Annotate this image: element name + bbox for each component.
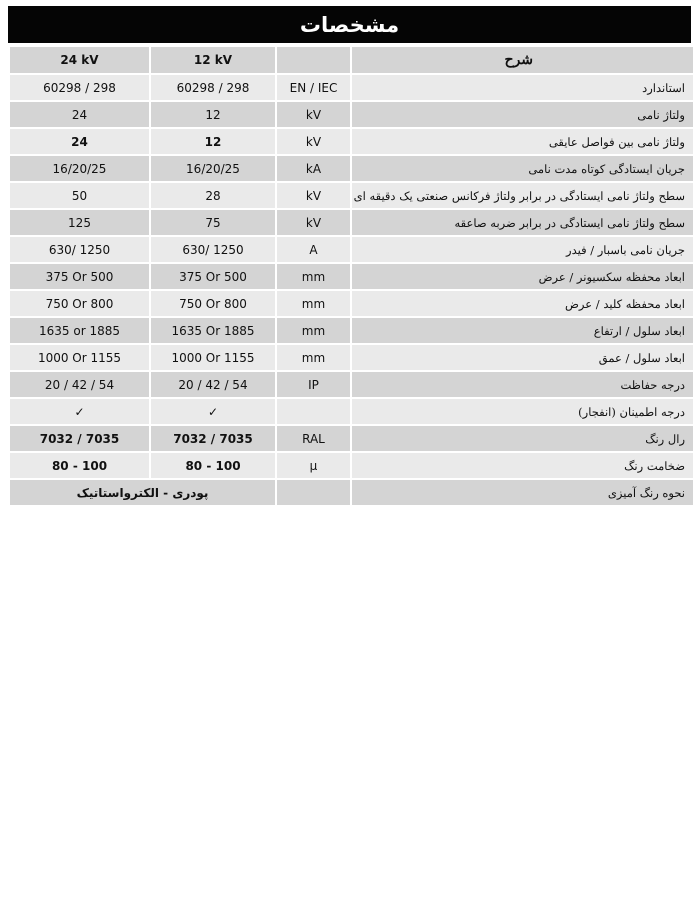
description-cell: ابعاد محفظه کلید / عرض <box>352 291 693 316</box>
description-cell: جریان نامی باسبار / فیدر <box>352 237 693 262</box>
description-cell: رال رنگ <box>352 426 693 451</box>
checkmark-icon: ✓ <box>10 399 149 424</box>
value-24kv: 375 Or 500 <box>10 264 149 289</box>
table-row <box>10 399 693 424</box>
unit-cell <box>277 399 350 424</box>
unit-cell: IP <box>277 372 350 397</box>
value-12kv: 16/20/25 <box>151 156 275 181</box>
value-24kv: 24 <box>10 129 149 154</box>
value-24kv: 80 - 100 <box>10 453 149 478</box>
unit-cell: mm <box>277 345 350 370</box>
value-24kv: 7032 / 7035 <box>10 426 149 451</box>
unit-cell: RAL <box>277 426 350 451</box>
coating-method-value: پودری - الکترواستاتیک <box>10 480 275 505</box>
checkmark-icon: ✓ <box>151 399 275 424</box>
unit-cell: A <box>277 237 350 262</box>
table-row <box>10 183 693 208</box>
description-cell: ضخامت رنگ <box>352 453 693 478</box>
description-cell: نحوه رنگ آمیزی <box>352 480 693 505</box>
table-row <box>10 426 693 451</box>
description-cell: درجه حفاظت <box>352 372 693 397</box>
value-24kv: 630/ 1250 <box>10 237 149 262</box>
table-row <box>10 210 693 235</box>
description-cell: سطح ولتاژ نامی ایستادگی در برابر ضربه صاعقه <box>352 210 693 235</box>
table-row <box>10 102 693 127</box>
header-24kv: 24 kV <box>10 47 149 73</box>
table-row <box>10 318 693 343</box>
unit-cell: kV <box>277 102 350 127</box>
table-row <box>10 129 693 154</box>
description-cell: استاندارد <box>352 75 693 100</box>
table-row-last <box>10 480 693 505</box>
value-12kv: 60298 / 298 <box>151 75 275 100</box>
value-12kv: 7032 / 7035 <box>151 426 275 451</box>
unit-cell: kV <box>277 210 350 235</box>
value-12kv: 20 / 42 / 54 <box>151 372 275 397</box>
unit-cell: mm <box>277 291 350 316</box>
value-12kv: 12 <box>151 102 275 127</box>
unit-cell <box>277 480 350 505</box>
unit-cell: kV <box>277 129 350 154</box>
table-row <box>10 291 693 316</box>
table-header-row <box>10 47 693 73</box>
value-12kv: 750 Or 800 <box>151 291 275 316</box>
value-24kv: 20 / 42 / 54 <box>10 372 149 397</box>
page-title: مشخصات <box>8 6 691 43</box>
description-cell: ولتاژ نامی بین فواصل عایقی <box>352 129 693 154</box>
header-12kv: 12 kV <box>151 47 275 73</box>
unit-cell: kV <box>277 183 350 208</box>
header-unit <box>277 47 350 73</box>
value-12kv: 1000 Or 1155 <box>151 345 275 370</box>
unit-cell: kA <box>277 156 350 181</box>
header-description: شرح <box>352 47 693 73</box>
description-cell: ابعاد سلول / ارتفاع <box>352 318 693 343</box>
value-12kv: 80 - 100 <box>151 453 275 478</box>
description-cell: جریان ایستادگی کوتاه مدت نامی <box>352 156 693 181</box>
description-cell: ولتاژ نامی <box>352 102 693 127</box>
unit-cell: mm <box>277 318 350 343</box>
value-24kv: 1000 Or 1155 <box>10 345 149 370</box>
description-cell: ابعاد سلول / عمق <box>352 345 693 370</box>
value-24kv: 125 <box>10 210 149 235</box>
unit-cell: μ <box>277 453 350 478</box>
table-row <box>10 453 693 478</box>
table-row <box>10 264 693 289</box>
table-row <box>10 156 693 181</box>
table-row <box>10 372 693 397</box>
table-row <box>10 345 693 370</box>
value-24kv: 60298 / 298 <box>10 75 149 100</box>
table-row <box>10 237 693 262</box>
value-12kv: 630/ 1250 <box>151 237 275 262</box>
value-24kv: 750 Or 800 <box>10 291 149 316</box>
specifications-table <box>8 45 695 507</box>
unit-cell: mm <box>277 264 350 289</box>
value-24kv: 1635 or 1885 <box>10 318 149 343</box>
description-cell: سطح ولتاژ نامی ایستادگی در برابر ولتاژ فرکانس صنعتی یک دقیقه ای <box>352 183 693 208</box>
value-12kv: 375 Or 500 <box>151 264 275 289</box>
value-12kv: 12 <box>151 129 275 154</box>
value-24kv: 16/20/25 <box>10 156 149 181</box>
table-row <box>10 75 693 100</box>
value-24kv: 24 <box>10 102 149 127</box>
value-12kv: 28 <box>151 183 275 208</box>
value-24kv: 50 <box>10 183 149 208</box>
description-cell: ابعاد محفظه سکسیونر / عرض <box>352 264 693 289</box>
unit-cell: EN / IEC <box>277 75 350 100</box>
value-12kv: 1635 Or 1885 <box>151 318 275 343</box>
value-12kv: 75 <box>151 210 275 235</box>
description-cell: درجه اطمینان (انفجار) <box>352 399 693 424</box>
